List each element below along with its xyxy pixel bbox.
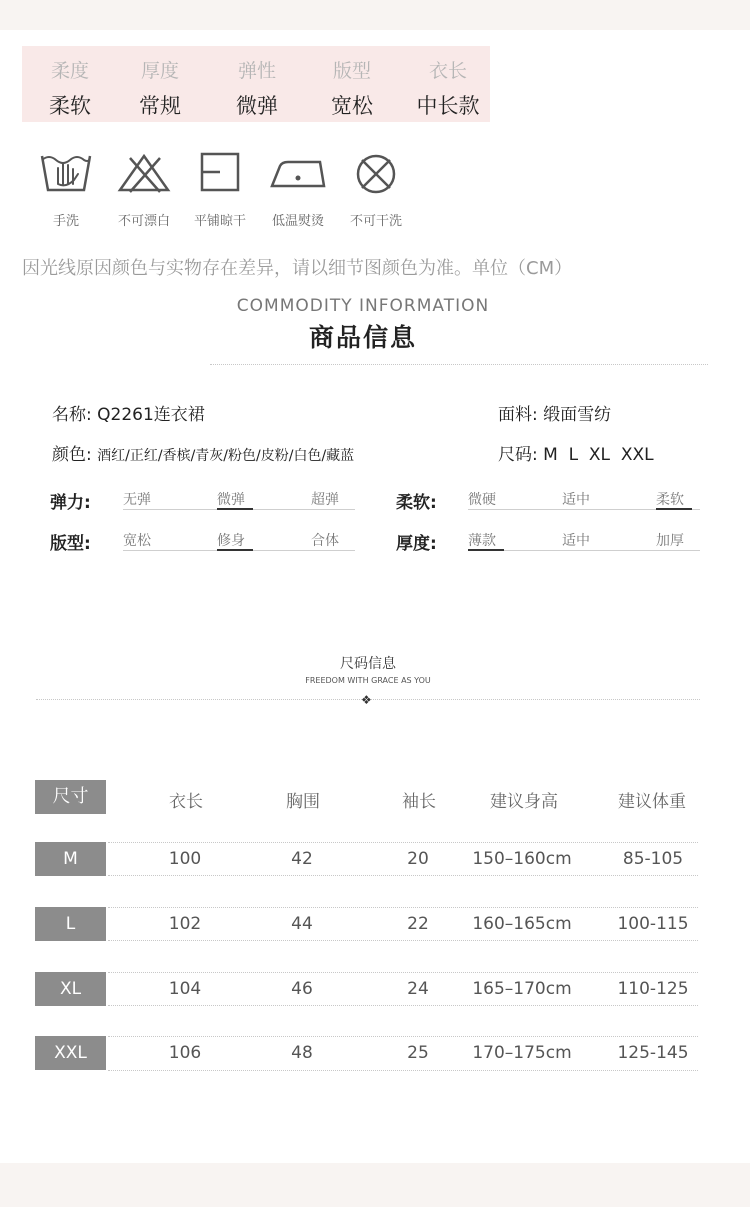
hand-wash-icon	[38, 150, 94, 196]
table-cell: 24	[407, 979, 429, 999]
size-cell: XL	[35, 972, 106, 1006]
attribute-box	[22, 46, 490, 122]
table-cell: 104	[168, 979, 202, 999]
table-cell: 110-125	[617, 979, 689, 999]
scale-option: 宽松	[123, 533, 151, 549]
table-cell: 42	[291, 849, 313, 869]
table-cell: 150–160cm	[472, 849, 572, 869]
table-cell: 106	[168, 1043, 202, 1063]
no-dry-clean-icon	[348, 150, 404, 196]
row-line	[108, 1036, 698, 1037]
attribute-value: 常规	[139, 94, 181, 118]
table-cell: 25	[407, 1043, 429, 1063]
scale-option: 适中	[562, 533, 590, 549]
fabric-label: 面料:	[498, 405, 538, 425]
divider	[210, 364, 708, 365]
row-line	[108, 940, 698, 941]
table-cell: 44	[291, 914, 313, 934]
row-line	[108, 1005, 698, 1006]
care-flat-dry	[180, 150, 260, 229]
care-label: 手洗	[52, 214, 79, 229]
attribute-value: 微弹	[236, 94, 278, 118]
scale-selected-marker	[217, 508, 253, 510]
scale-selected-marker	[468, 549, 504, 551]
scale-option: 加厚	[656, 533, 684, 549]
size-cell: L	[35, 907, 106, 941]
table-header: 衣长	[169, 792, 203, 812]
name-label: 名称:	[52, 405, 92, 425]
size-label: 尺码:	[498, 445, 538, 465]
row-line	[108, 1070, 698, 1071]
table-header: 胸围	[286, 792, 320, 812]
scale-option: 微弹	[217, 492, 245, 508]
care-label: 低温熨烫	[271, 214, 324, 229]
size-cell: XXL	[35, 1036, 106, 1070]
color-field	[52, 440, 354, 465]
attribute-label: 版型	[332, 60, 371, 82]
table-cell: 170–175cm	[472, 1043, 572, 1063]
row-line	[108, 907, 698, 908]
attribute-value: 宽松	[331, 94, 373, 118]
color-label: 颜色:	[52, 445, 92, 465]
scale-selected-marker	[656, 508, 692, 510]
scale-option: 柔软	[656, 492, 684, 508]
commodity-en-title: COMMODITY INFORMATION	[236, 296, 490, 316]
table-cell: 85-105	[622, 849, 684, 869]
name-field	[52, 400, 205, 425]
size-field	[498, 440, 654, 465]
row-line	[108, 842, 698, 843]
table-header: 建议体重	[618, 792, 686, 812]
scale-option: 修身	[217, 533, 245, 549]
size-info-subtitle: FREEDOM WITH GRACE AS YOU	[305, 676, 431, 685]
no-bleach-icon	[116, 150, 172, 196]
table-header-size: 尺寸	[35, 780, 106, 814]
color-disclaimer: 因光线原因颜色与实物存在差异，请以细节图颜色为准。单位（CM）	[22, 258, 573, 279]
commodity-cn-title: 商品信息	[308, 323, 417, 352]
scale-option: 适中	[562, 492, 590, 508]
attribute-value: 柔软	[49, 94, 91, 118]
scale-label: 厚度:	[396, 534, 437, 554]
care-label: 不可漂白	[117, 214, 170, 229]
attribute-label: 柔度	[50, 60, 89, 82]
table-cell: 22	[407, 914, 429, 934]
scale-option: 微硬	[468, 492, 496, 508]
table-cell: 20	[407, 849, 429, 869]
row-line	[108, 972, 698, 973]
attribute-label: 厚度	[140, 60, 179, 82]
care-low-iron	[258, 150, 338, 229]
table-cell: 125-145	[617, 1043, 689, 1063]
scale-option: 超弹	[311, 492, 339, 508]
table-cell: 102	[168, 914, 202, 934]
flat-dry-icon	[192, 150, 248, 196]
scale-option: 薄款	[468, 533, 496, 549]
table-cell: 165–170cm	[472, 979, 572, 999]
care-no-bleach	[104, 150, 184, 229]
attribute-label: 衣长	[428, 60, 467, 82]
table-header: 建议身高	[490, 792, 558, 812]
row-line	[108, 875, 698, 876]
care-label: 平铺晾干	[193, 214, 246, 229]
fabric-field	[498, 400, 611, 425]
scale-label: 弹力:	[50, 493, 91, 513]
table-cell: 160–165cm	[472, 914, 572, 934]
care-label: 不可干洗	[349, 214, 402, 229]
table-cell: 100	[168, 849, 202, 869]
care-no-dry-clean	[336, 150, 416, 229]
table-header: 袖长	[402, 792, 436, 812]
care-hand-wash	[26, 150, 106, 229]
name-value: Q2261连衣裙	[97, 405, 205, 425]
table-cell: 48	[291, 1043, 313, 1063]
size-value: M L XL XXL	[543, 445, 654, 465]
low-iron-icon	[268, 150, 328, 196]
fabric-value: 缎面雪纺	[543, 405, 612, 425]
color-value: 酒红/正红/香槟/青灰/粉色/皮粉/白色/藏蓝	[97, 448, 355, 464]
table-cell: 46	[291, 979, 313, 999]
scale-option: 无弹	[123, 492, 151, 508]
attribute-label: 弹性	[237, 60, 276, 82]
bottom-band	[0, 1163, 750, 1207]
attribute-value: 中长款	[416, 94, 480, 118]
size-cell: M	[35, 842, 106, 876]
diamond-ornament-icon: ❖	[361, 693, 372, 707]
table-cell: 100-115	[617, 914, 689, 934]
size-info-title: 尺码信息	[340, 656, 396, 672]
scale-selected-marker	[217, 549, 253, 551]
scale-label: 柔软:	[396, 493, 437, 513]
top-band	[0, 0, 750, 30]
scale-option: 合体	[311, 533, 339, 549]
scale-label: 版型:	[50, 534, 91, 554]
